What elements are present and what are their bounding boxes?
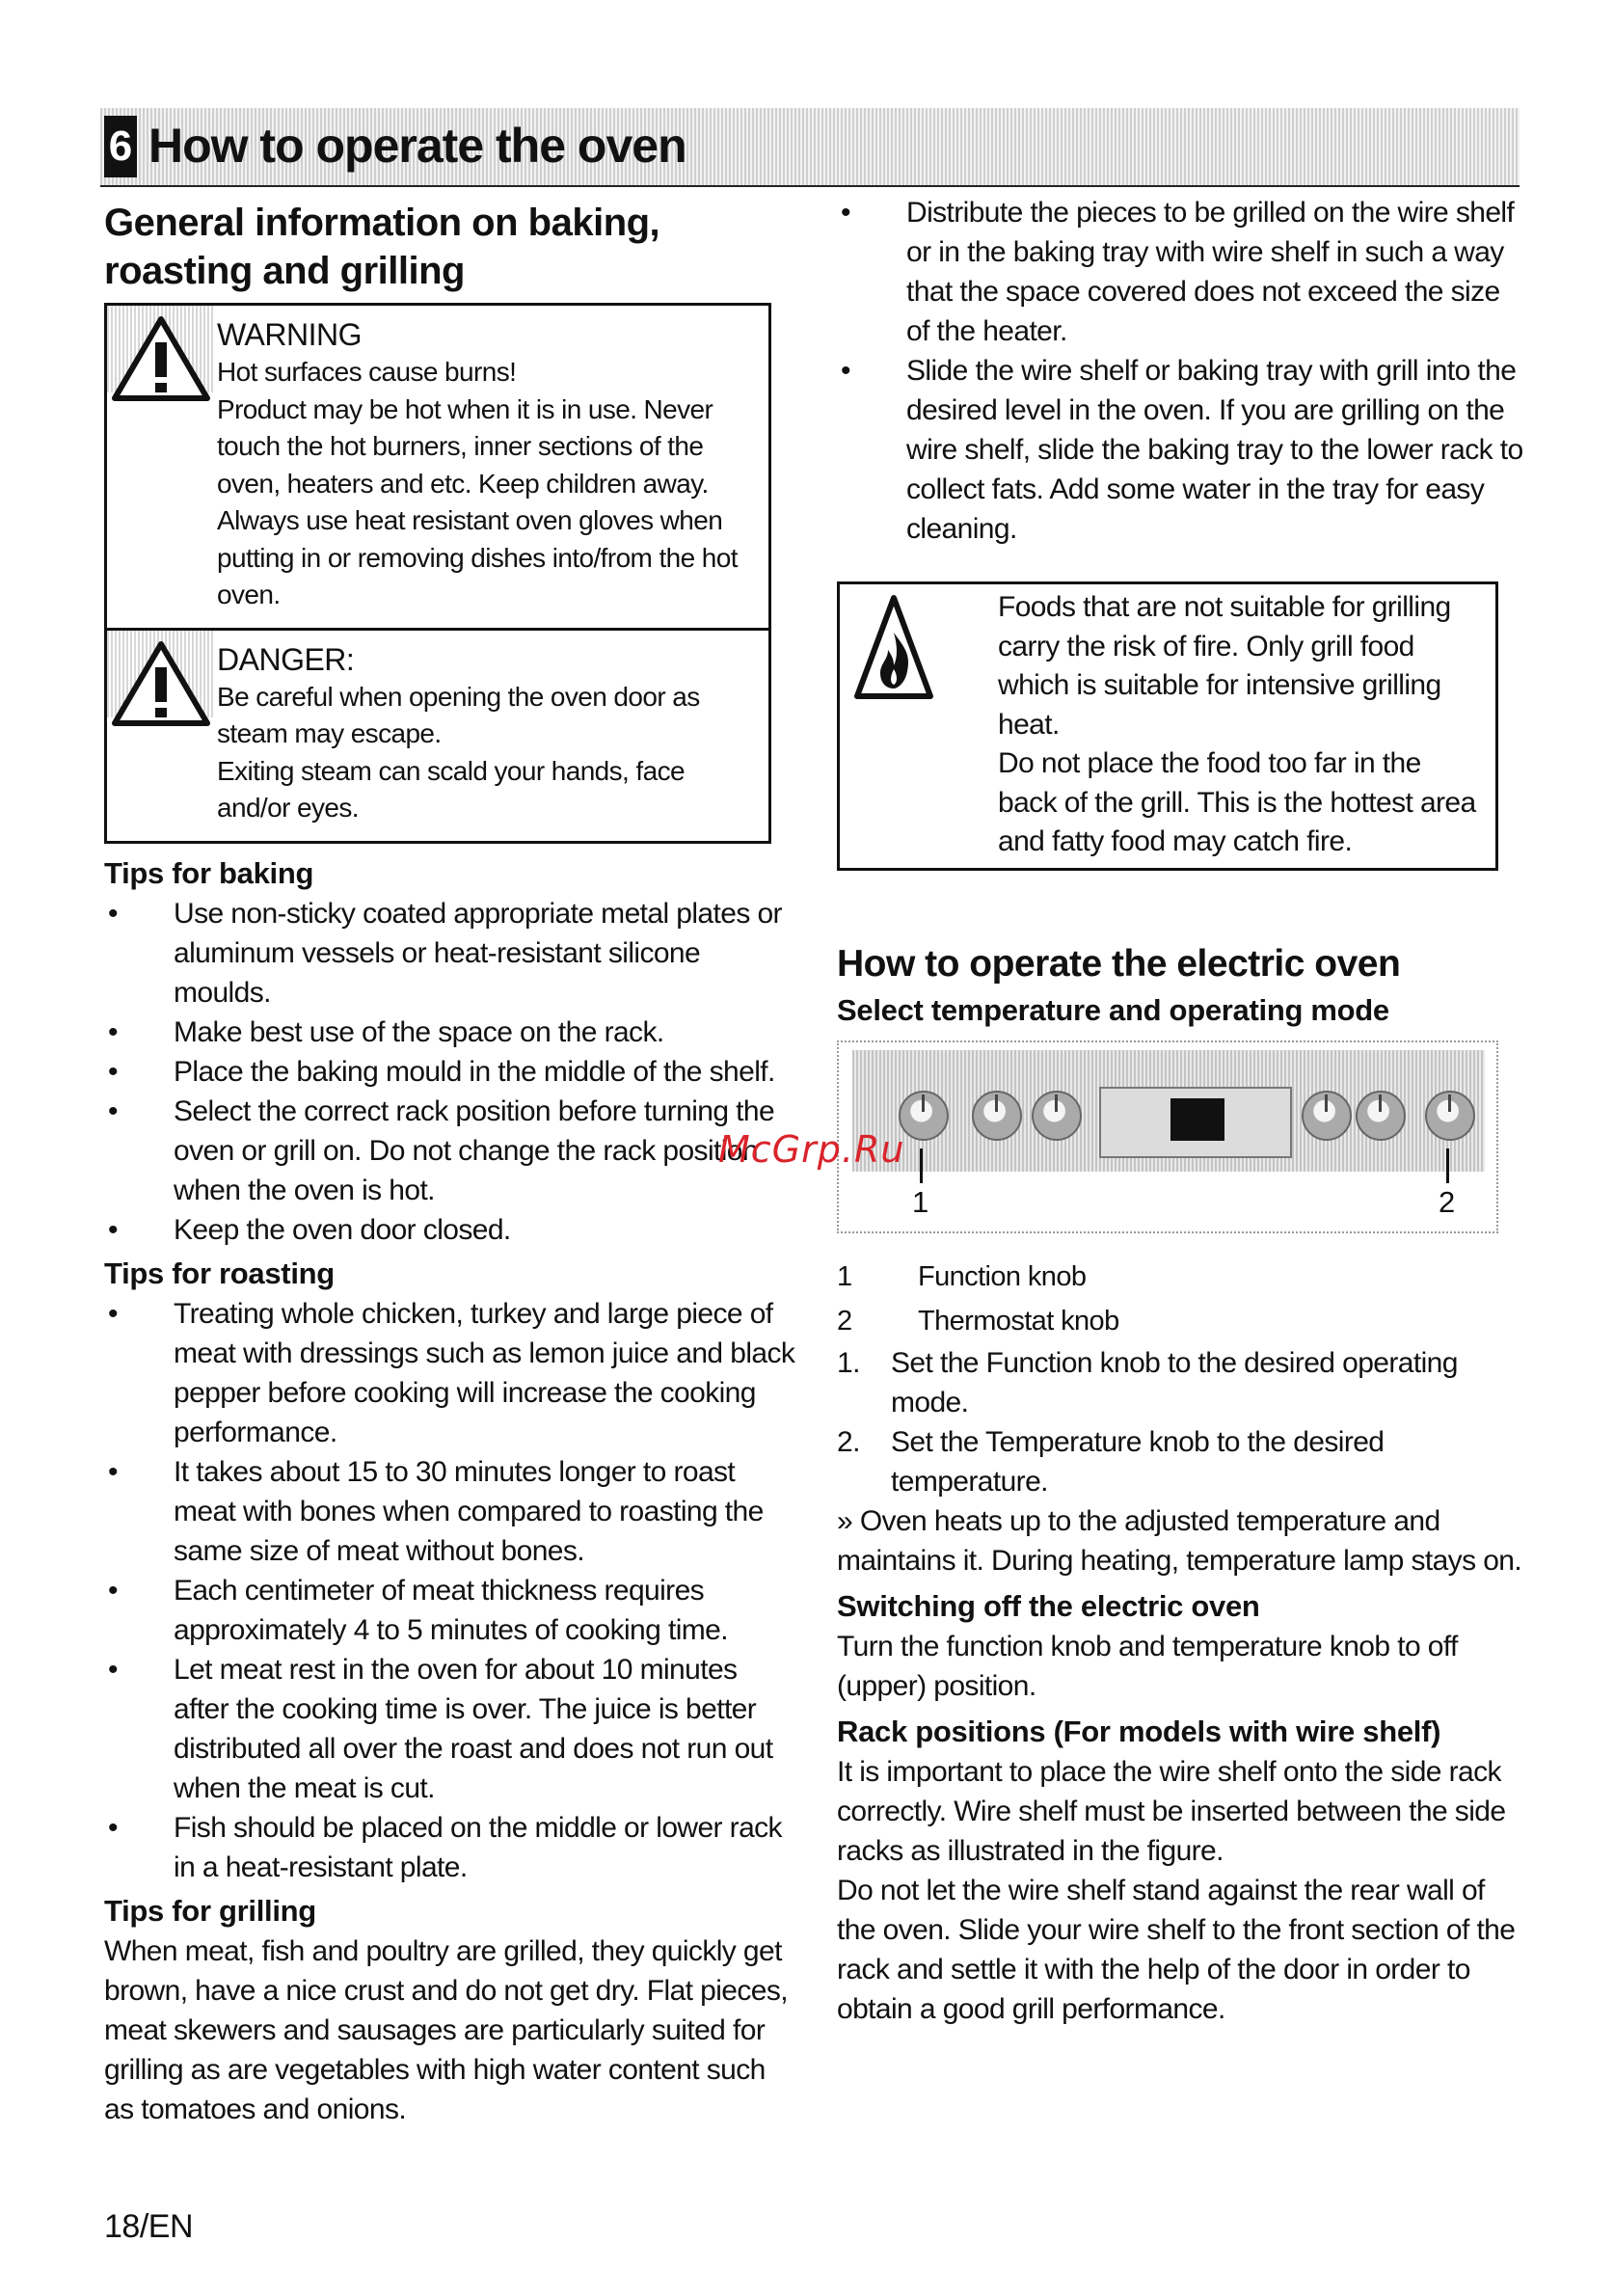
warning-line-1: Hot surfaces cause burns! bbox=[217, 357, 517, 387]
list-item: • Treating whole chicken, turkey and large piece of meat with dressings such as lemon juice and black pepper before cooking will increase the cooking performance. bbox=[104, 1294, 798, 1452]
steps-list bbox=[837, 1343, 1523, 1501]
danger-line-2: Exiting steam can scald your hands, face and/or eyes. bbox=[217, 755, 685, 823]
step-item: 2. Set the Temperature knob to the desired temperature. bbox=[837, 1425, 1385, 1498]
control-panel-figure bbox=[837, 1040, 1498, 1233]
function-knob-icon bbox=[899, 1091, 949, 1141]
select-mode-heading: Select temperature and operating mode bbox=[837, 992, 1389, 1027]
legend-row: 1 Function knob bbox=[837, 1260, 1087, 1292]
figure-legend bbox=[837, 1255, 1523, 1343]
tips-roasting-list bbox=[104, 1294, 798, 1887]
warning-row bbox=[107, 306, 768, 628]
list-item: • Use non-sticky coated appropriate metal plates or aluminum vessels or heat-resistant silicone moulds. bbox=[104, 894, 798, 1013]
tips-baking-list bbox=[104, 894, 798, 1250]
list-item: • Place the baking mould in the middle of the shelf. bbox=[104, 1052, 798, 1092]
section-header bbox=[100, 108, 1520, 187]
section-number: 6 bbox=[104, 116, 137, 177]
tips-grilling-text: When meat, fish and poultry are grilled, they quickly get brown, have a nice crust and do not get dry. Flat pieces, meat skewers and sausages are particularly suited for grilling as are vegetables with high water content such as tomatoes and onions. bbox=[104, 1934, 788, 2125]
general-info-heading: General information on baking, roasting and grilling bbox=[104, 202, 660, 292]
safety-box bbox=[104, 303, 771, 844]
knob-icon bbox=[972, 1091, 1022, 1141]
list-item: • Keep the oven door closed. bbox=[104, 1210, 798, 1250]
danger-title: DANGER: bbox=[217, 641, 355, 677]
callout-line bbox=[1446, 1148, 1449, 1183]
list-item: • Select the correct rack position before turning the oven or grill on. Do not change the rack position when the oven is hot. bbox=[104, 1092, 798, 1210]
timer-display bbox=[1099, 1087, 1292, 1158]
right-column bbox=[837, 193, 1523, 2029]
electric-oven-heading: How to operate the electric oven bbox=[837, 942, 1401, 985]
step-item: 1. Set the Function knob to the desired operating mode. bbox=[837, 1346, 1458, 1418]
rack-text-1: It is important to place the wire shelf onto the side rack correctly. Wire shelf must be inserted between the side racks as illustrated in the figure. bbox=[837, 1755, 1506, 1867]
fire-warning-icon bbox=[853, 590, 934, 710]
fire-warning-line-1: Foods that are not suitable for grilling carry the risk of fire. Only grill food which is suitable for intensive grilling heat. bbox=[998, 591, 1451, 741]
warning-triangle-icon bbox=[111, 638, 211, 731]
danger-row bbox=[107, 628, 768, 841]
callout-line bbox=[920, 1148, 923, 1183]
knob-icon bbox=[1032, 1091, 1082, 1141]
list-item: • It takes about 15 to 30 minutes longer to roast meat with bones when compared to roasting the same size of meat without bones. bbox=[104, 1452, 798, 1571]
list-item: • Let meat rest in the oven for about 10 minutes after the cooking time is over. The juice is better distributed all over the roast and does not run out when the meat is cut. bbox=[104, 1650, 798, 1808]
warning-title: WARNING bbox=[217, 317, 362, 352]
switch-off-heading: Switching off the electric oven bbox=[837, 1588, 1260, 1623]
switch-off-text: Turn the function knob and temperature knob to off (upper) position. bbox=[837, 1630, 1458, 1702]
list-item: • Fish should be placed on the middle or lower rack in a heat-resistant plate. bbox=[104, 1808, 798, 1887]
knob-icon bbox=[1356, 1091, 1406, 1141]
result-text: » Oven heats up to the adjusted temperature and maintains it. During heating, temperature lamp stays on. bbox=[837, 1504, 1522, 1577]
rack-text-2: Do not let the wire shelf stand against the rear wall of the oven. Slide your wire shelf to the front section of the rack and settle it with the help of the door in order to obtain a good grill performance. bbox=[837, 1874, 1516, 2025]
list-item: • Distribute the pieces to be grilled on the wire shelf or in the baking tray with wire shelf in such a way that the space covered does not exceed the size of the heater. bbox=[837, 193, 1523, 351]
callout-label-1: 1 bbox=[912, 1184, 929, 1219]
warning-triangle-icon bbox=[111, 313, 211, 406]
rack-positions-heading: Rack positions (For models with wire shelf) bbox=[837, 1714, 1441, 1748]
list-item: • Slide the wire shelf or baking tray with grill into the desired level in the oven. If you are grilling on the wire shelf, slide the baking tray to the lower rack to collect fats. Add some water in the tray for easy cleaning. bbox=[837, 351, 1523, 549]
page-number: 18/EN bbox=[104, 2208, 193, 2245]
section-title: How to operate the oven bbox=[148, 119, 686, 173]
left-column bbox=[104, 199, 798, 2129]
tips-baking-heading: Tips for baking bbox=[104, 855, 314, 890]
list-item: • Make best use of the space on the rack. bbox=[104, 1013, 798, 1052]
callout-label-2: 2 bbox=[1439, 1184, 1456, 1219]
tips-grilling-heading: Tips for grilling bbox=[104, 1893, 316, 1928]
tips-roasting-heading: Tips for roasting bbox=[104, 1256, 335, 1290]
list-item: • Each centimeter of meat thickness requires approximately 4 to 5 minutes of cooking time. bbox=[104, 1571, 798, 1650]
display-screen bbox=[1170, 1098, 1224, 1141]
knob-icon bbox=[1302, 1091, 1352, 1141]
warning-line-2: Product may be hot when it is in use. Never touch the hot burners, inner sections of the oven, heaters and etc. Keep children away. Always use heat resistant oven gloves when putting in or removing dishes into/from the hot oven. bbox=[217, 393, 738, 609]
watermark-text: McGrp.Ru bbox=[718, 1128, 905, 1171]
danger-line-1: Be careful when opening the oven door as steam may escape. bbox=[217, 681, 700, 748]
fire-warning-line-2: Do not place the food too far in the back of the grill. This is the hottest area and fatty food may catch fire. bbox=[998, 747, 1476, 857]
fire-warning-box bbox=[837, 581, 1498, 871]
thermostat-knob-icon bbox=[1425, 1091, 1475, 1141]
legend-row: 2 Thermostat knob bbox=[837, 1305, 1119, 1337]
grilling-list bbox=[837, 193, 1523, 549]
